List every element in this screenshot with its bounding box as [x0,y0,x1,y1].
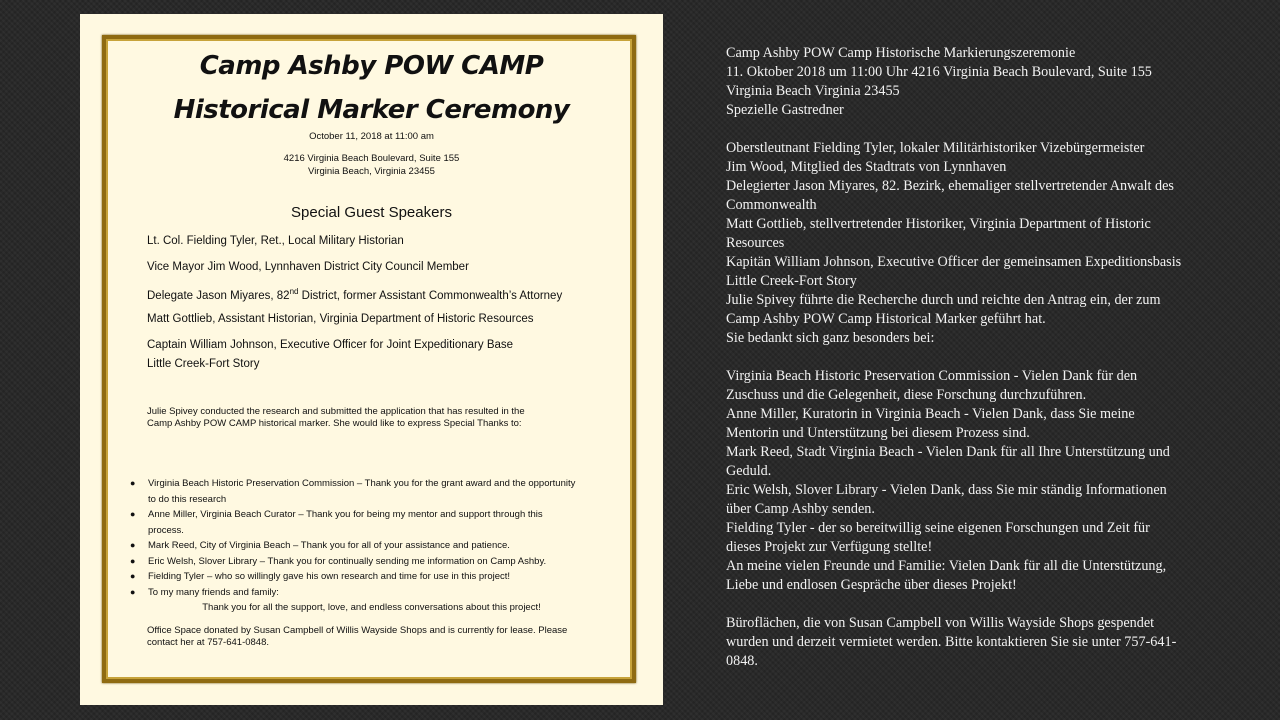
translation-line: Julie Spivey führte die Recherche durch und reichte den Antrag ein, der zum [726,292,1161,308]
closing-thanks: Thank you for all the support, love, and endless conversations about this project! [202,602,541,613]
translation-line: Liebe und endlosen Gespräche über dieses Projekt! [726,577,1017,593]
speaker-item: Captain William Johnson, Executive Officer for Joint Expeditionary Base [147,339,514,351]
flyer-address-line2: Virginia Beach, Virginia 23455 [308,166,435,177]
speakers-heading: Special Guest Speakers [291,204,452,221]
translation-line: Commonwealth [726,197,817,213]
spacer [726,595,1238,614]
speaker-item-continued: Little Creek-Fort Story [147,358,260,370]
german-translation-text [726,44,1238,671]
delegate-ordinal: nd [289,287,299,296]
thanks-item: ● Eric Welsh, Slover Library – Thank you for continually sending me information on Camp Ashby. [130,554,630,570]
thanks-item: ● Anne Miller, Virginia Beach Curator – Thank you for being my mentor and support through this process. [130,509,543,536]
delegate-text-rest: District, former Assistant Commonwealth’s Attorney [298,289,563,302]
bullet-icon: ● [130,478,136,488]
translation-line: über Camp Ashby senden. [726,501,875,517]
flyer-title-line2: Historical Marker Ceremony [173,95,570,125]
thanks-item: ● Virginia Beach Historic Preservation Commission – Thank you for the grant award and the opportunity to do this research [130,478,576,505]
translation-line: Mark Reed, Stadt Virginia Beach - Vielen Dank für all Ihre Unterstützung und [726,444,1170,460]
bullet-icon: ● [130,509,136,519]
translation-line: Anne Miller, Kuratorin in Virginia Beach - Vielen Dank, dass Sie meine [726,406,1135,422]
speaker-item: Lt. Col. Fielding Tyler, Ret., Local Military Historian [147,235,404,247]
flyer-date-time: October 11, 2018 at 11:00 am [309,131,434,142]
translation-line: Sie bedankt sich ganz besonders bei: [726,330,935,346]
research-line: Camp Ashby POW CAMP historical marker. She would like to express Special Thanks to: [147,418,522,429]
translation-line: Büroflächen, die von Susan Campbell von Willis Wayside Shops gespendet [726,615,1155,631]
translation-line: wurden und derzeit vermietet werden. Bitte kontaktieren Sie sie unter 757-641- [726,634,1177,650]
translation-line: Camp Ashby POW Camp Historical Marker geführt hat. [726,311,1046,327]
translation-line: An meine vielen Freunde und Familie: Vielen Dank für all die Unterstützung, [726,558,1167,574]
ceremony-flyer [80,14,663,705]
thanks-item: ● Fielding Tyler – who so willingly gave his own research and time for use in this project! [130,569,630,585]
translation-line: 11. Oktober 2018 um 11:00 Uhr 4216 Virginia Beach Boulevard, Suite 155 [726,64,1152,80]
delegate-text: Delegate Jason Miyares, 82 [147,289,290,302]
thanks-item: ● Mark Reed, City of Virginia Beach – Thank you for all of your assistance and patience. [130,538,630,554]
office-line: contact her at 757-641-0848. [147,637,270,648]
translation-line: Kapitän William Johnson, Executive Officer der gemeinsamen Expeditionsbasis [726,254,1182,270]
speaker-item: Vice Mayor Jim Wood, Lynnhaven District City Council Member [147,261,469,273]
translation-line: Mentorin und Unterstützung bei diesem Prozess sind. [726,425,1030,441]
translation-line: 0848. [726,653,758,669]
flyer-title-line1: Camp Ashby POW CAMP [199,51,544,81]
translation-line: Resources [726,235,785,251]
translation-line: Camp Ashby POW Camp Historische Markierungszeremonie [726,45,1076,61]
translation-line: Oberstleutnant Fielding Tyler, lokaler Militärhistoriker Vizebürgermeister [726,140,1145,156]
translation-line: Delegierter Jason Miyares, 82. Bezirk, ehemaliger stellvertretender Anwalt des [726,178,1174,194]
thanks-list [130,476,630,600]
spacer [726,348,1238,367]
translation-line: Virginia Beach Virginia 23455 [726,83,900,99]
flyer-address-line1: 4216 Virginia Beach Boulevard, Suite 155 [283,153,460,164]
translation-line: Little Creek-Fort Story [726,273,857,289]
spacer [726,120,1238,139]
speaker-item-delegate [147,287,627,302]
office-line: Office Space donated by Susan Campbell of Willis Wayside Shops and is currently for lease. Please [147,625,568,636]
translation-line: Zuschuss und die Gelegenheit, diese Forschung durchzuführen. [726,387,1087,403]
translation-line: Eric Welsh, Slover Library - Vielen Dank, dass Sie mir ständig Informationen [726,482,1167,498]
translation-line: dieses Projekt zur Verfügung stellte! [726,539,933,555]
translation-line: Virginia Beach Historic Preservation Commission - Vielen Dank für den [726,368,1138,384]
bullet-icon: ● [130,586,136,597]
thanks-item: ● To my many friends and family: [130,585,630,601]
research-paragraph [147,406,627,430]
bullet-icon: ● [130,540,136,550]
translation-line: Fielding Tyler - der so bereitwillig seine eigenen Forschungen und Zeit für [726,520,1150,536]
research-line: Julie Spivey conducted the research and submitted the application that has resulted in the [147,406,525,417]
translation-line: Geduld. [726,463,772,479]
office-space-note [147,625,627,649]
bullet-icon: ● [130,571,136,581]
translation-line: Matt Gottlieb, stellvertretender Historiker, Virginia Department of Historic [726,216,1151,232]
translation-line: Spezielle Gastredner [726,102,844,118]
speaker-item: Matt Gottlieb, Assistant Historian, Virginia Department of Historic Resources [147,313,534,325]
bullet-icon: ● [130,555,136,566]
translation-line: Jim Wood, Mitglied des Stadtrats von Lynnhaven [726,159,1007,175]
